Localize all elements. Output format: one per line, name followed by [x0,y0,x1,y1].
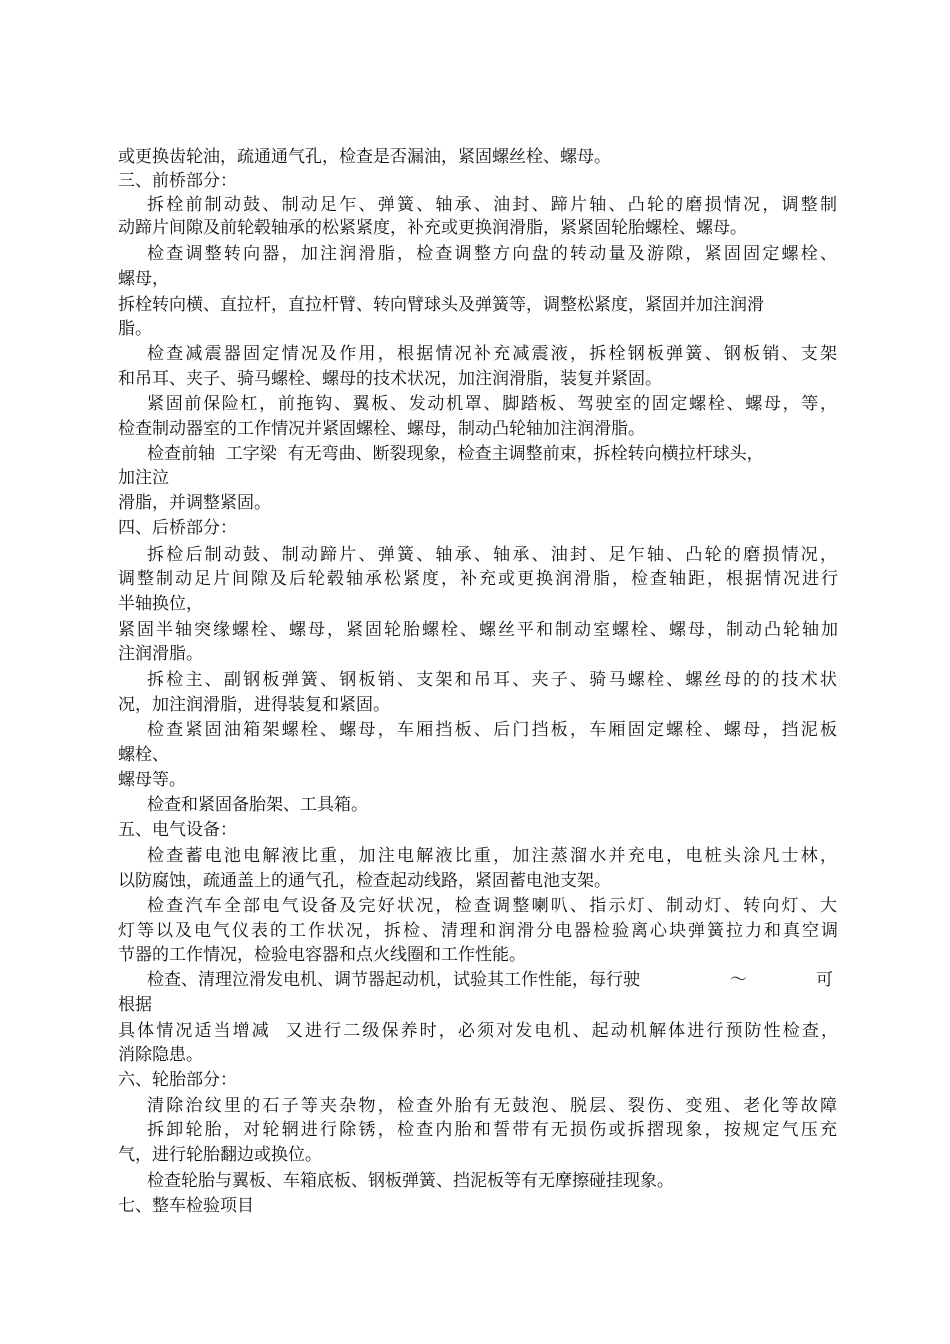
text-line: 根据 [118,995,152,1015]
text-line: 注润滑脂。 [118,644,203,664]
text-line: 检查减震器固定情况及作用，根据情况补充减震液，拆栓钢板弹簧、钢板销、支架 [147,344,837,364]
text-line: 拆栓转向横、直拉杆，直拉杆臂、转向臂球头及弹簧等，调整松紧度，紧固并加注润滑 [118,295,764,315]
text-line: 检查和紧固备胎架、工具箱。 [147,795,368,815]
text-line: 节器的工作情况，检验电容器和点火线圈和工作性能。 [118,945,526,965]
text-fragment: 可 [816,970,833,990]
text-line: 调整制动足片间隙及后轮毂轴承松紧度，补充或更换润滑脂，检查轴距，根据情况进行 [118,569,838,589]
text-line: 气，进行轮胎翻边或换位。 [118,1145,322,1165]
text-line: 灯等以及电气仪表的工作状况，拆检、清理和润滑分电器检验离心块弹簧拉力和真空调 [118,921,838,941]
text-line: 检查紧固油箱架螺栓、螺母，车厢挡板、后门挡板，车厢固定螺栓、螺母，挡泥板 [147,720,837,740]
text-line: 紧固前保险杠，前拖钩、翼板、发动机罩、脚踏板、驾驶室的固定螺栓、螺母，等， [147,394,837,414]
text-line: 检查汽车全部电气设备及完好状况，检查调整喇叭、指示灯、制动灯、转向灯、大 [147,896,837,916]
text-line: 具体情况适当增减 又进行二级保养时，必须对发电机、起动机解体进行预防性检查， [118,1021,838,1041]
text-line: 以防腐蚀，疏通盖上的通气孔，检查起动线路，紧固蓄电池支架。 [118,871,611,891]
text-line: 检查制动器室的工作情况并紧固螺栓、螺母，制动凸轮轴加注润滑脂。 [118,419,645,439]
text-line: 紧固半轴突缘螺栓、螺母，紧固轮胎螺栓、螺丝平和制动室螺栓、螺母，制动凸轮轴加 [118,620,838,640]
text-line: 拆检后制动鼓、制动蹄片、弹簧、轴承、轴承、油封、足乍轴、凸轮的磨损情况， [147,545,837,565]
text-line: 脂。 [118,319,152,339]
text-line: 和吊耳、夹子、骑马螺栓、螺母的技术状况，加注润滑脂，装复并紧固。 [118,369,662,389]
section-heading: 六、轮胎部分： [118,1070,237,1090]
text-line: 检查蓄电池电解液比重，加注电解液比重，加注蒸溜水并充电，电桩头涂凡士林， [147,846,837,866]
range-tilde: ～ [730,970,747,990]
text-line: 况，加注润滑脂，进得装复和紧固。 [118,695,390,715]
text-line: 拆检主、副钢板弹簧、钢板销、支架和吊耳、夹子、骑马螺栓、螺丝母的的技术状 [147,670,837,690]
text-line: 螺母， [118,269,169,289]
section-heading: 三、前桥部分： [118,171,237,191]
text-line: 检查、清理泣滑发电机、调节器起动机，试验其工作性能，每行驶 [147,970,640,990]
text-line: 检查前轴 工字梁 有无弯曲、断裂现象，检查主调整前束，拆栓转向横拉杆球头， [147,444,764,464]
text-line: 拆卸轮胎，对轮辋进行除锈，检查内胎和誓带有无损伤或拆摺现象，按规定气压充 [147,1120,837,1140]
text-line: 动蹄片间隙及前轮毂轴承的松紧紧度，补充或更换润滑脂，紧紧固轮胎螺栓、螺母。 [118,218,747,238]
text-line: 检查轮胎与翼板、车箱底板、钢板弹簧、挡泥板等有无摩擦碰挂现象。 [147,1171,674,1191]
section-heading: 七、整车检验项目 [118,1196,254,1216]
text-line: 螺栓、 [118,745,169,765]
text-line: 加注泣 [118,468,169,488]
text-line: 螺母等。 [118,770,186,790]
section-heading: 五、电气设备： [118,820,237,840]
text-line: 滑脂，并调整紧固。 [118,493,271,513]
section-heading: 四、后桥部分： [118,518,237,538]
text-line: 或更换齿轮油，疏通通气孔，检查是否漏油，紧固螺丝栓、螺母。 [118,147,611,167]
text-line: 拆栓前制动鼓、制动足乍、弹簧、轴承、油封、蹄片轴、凸轮的磨损情况，调整制 [147,195,837,215]
text-line: 检查调整转向器，加注润滑脂，检查调整方向盘的转动量及游隙，紧固固定螺栓、 [147,244,837,264]
text-line: 消除隐患。 [118,1045,203,1065]
text-line: 半轴换位， [118,594,203,614]
text-line: 清除治纹里的石子等夹杂物，检查外胎有无鼓泡、脱层、裂伤、变殂、老化等故障 [147,1096,837,1116]
